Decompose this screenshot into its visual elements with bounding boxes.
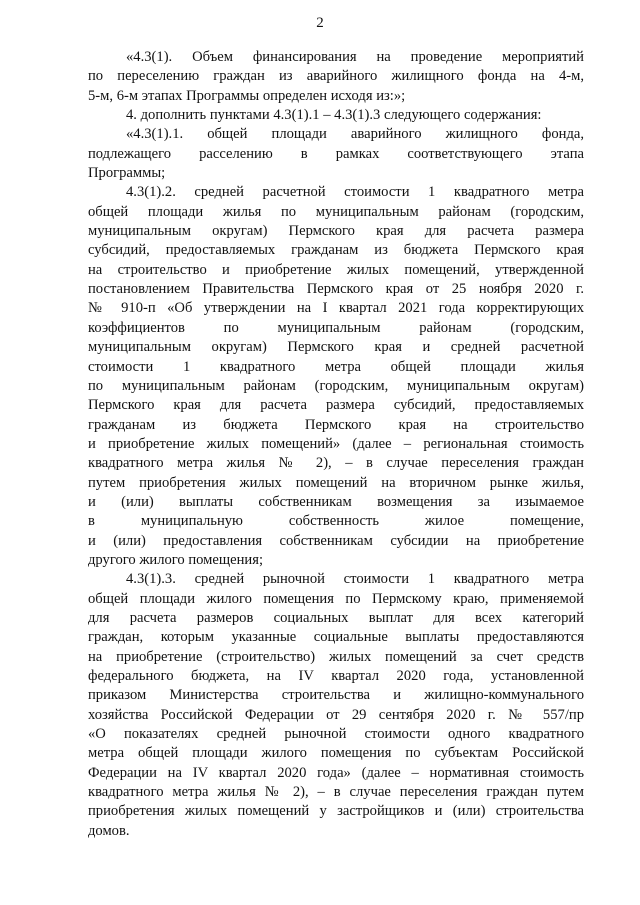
paragraph xyxy=(88,570,584,841)
text-line: подлежащего расселению в рамках соответствующего этапа xyxy=(88,145,584,162)
text-line: путем приобретения жилых помещений на вторичном рынке жилья, xyxy=(88,474,584,491)
text-line: в муниципальную собственность жилое помещение, xyxy=(88,513,584,530)
text-line: федерального бюджета, на IV квартал 2020 года, установленной xyxy=(88,668,584,684)
text-line: и (или) выплаты собственникам возмещения за изымаемое xyxy=(88,493,584,510)
text-line: общей площади жилья по муниципальным районам (городским, xyxy=(88,203,584,220)
text-line: метра общей площади жилого помещения по субъектам Российской xyxy=(88,745,584,762)
text-line: для расчета размеров социальных выплат для всех категорий xyxy=(88,609,584,626)
text-line: «4.3(1).1. общей площади аварийного жилищного фонда, xyxy=(126,126,584,143)
text-line: муниципальным округам) Пермского края для расчета размера xyxy=(88,223,584,240)
text-line: домов. xyxy=(88,822,130,839)
text-line: «О показателях средней рыночной стоимости одного квадратного xyxy=(88,726,584,743)
text-line: на приобретение (строительство) жилых помещений за счет средств xyxy=(88,648,584,665)
text-line: Федерации на IV квартал 2020 года» (далее – нормативная стоимость xyxy=(88,764,584,781)
text-line: на строительство и приобретение жилых помещений, утвержденной xyxy=(88,261,584,278)
text-line: граждан, которым указанные социальные выплаты предоставляются xyxy=(88,629,584,646)
text-line: другого жилого помещения; xyxy=(88,551,263,568)
text-line: Пермского края для расчета размера субсидий, предоставляемых xyxy=(88,397,584,414)
paragraph xyxy=(88,106,584,125)
text-line: приказом Министерства строительства и жилищно-коммунального xyxy=(88,687,584,704)
paragraph xyxy=(88,48,584,106)
text-line: постановлением Правительства Пермского края от 25 ноября 2020 г. xyxy=(88,281,584,298)
text-line: по муниципальным районам (городским, муниципальным округам) xyxy=(88,377,584,394)
page-number: 2 xyxy=(316,15,324,31)
text-line: Программы; xyxy=(88,165,166,182)
text-line: стоимости 1 квадратного метра общей площади жилья xyxy=(88,358,584,375)
text-line: квадратного метра жилья № 2), – в случае переселения граждан xyxy=(88,455,584,472)
document-body xyxy=(88,48,584,841)
text-line: 5-м, 6-м этапах Программы определен исходя из:»; xyxy=(88,87,406,104)
text-line: и приобретение жилых помещений» (далее – региональная стоимость xyxy=(88,435,584,452)
text-line: гражданам из бюджета Пермского края на строительство xyxy=(88,416,584,433)
text-line: общей площади жилого помещения по Пермскому краю, применяемой xyxy=(88,590,584,607)
text-line: по переселению граждан из аварийного жилищного фонда на 4-м, xyxy=(88,68,584,85)
text-line: 4.3(1).2. средней расчетной стоимости 1 квадратного метра xyxy=(126,184,584,201)
text-line: 4. дополнить пунктами 4.3(1).1 – 4.3(1).3 следующего содержания: xyxy=(126,107,542,124)
text-line: и (или) предоставления собственникам субсидии на приобретение xyxy=(88,532,584,549)
text-line: коэффициентов по муниципальным районам (городским, xyxy=(88,319,584,336)
text-line: муниципальным округам) Пермского края и средней расчетной xyxy=(88,339,584,356)
text-line: № 910-п «Об утверждении на I квартал 2021 года корректирующих xyxy=(88,300,584,317)
paragraph xyxy=(88,125,584,183)
text-line: хозяйства Российской Федерации от 29 сентября 2020 г. № 557/пр xyxy=(88,706,584,723)
text-line: субсидий, предоставляемых гражданам из бюджета Пермского края xyxy=(88,242,584,259)
text-line: «4.3(1). Объем финансирования на проведение мероприятий xyxy=(126,49,584,65)
text-line: 4.3(1).3. средней рыночной стоимости 1 квадратного метра xyxy=(126,571,584,588)
paragraph xyxy=(88,183,584,570)
text-line: приобретения жилых помещений у застройщиков и (или) строительства xyxy=(88,803,584,820)
text-line: квадратного метра жилья № 2), – в случае переселения граждан путем xyxy=(88,784,584,801)
